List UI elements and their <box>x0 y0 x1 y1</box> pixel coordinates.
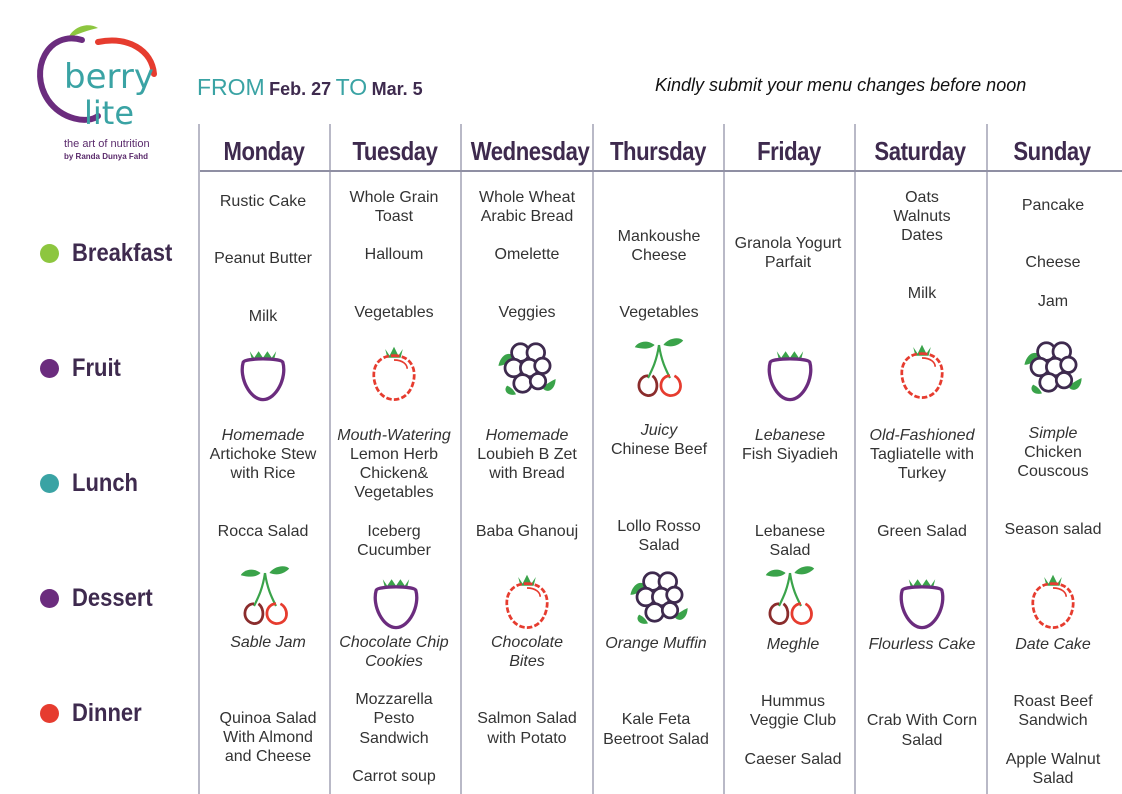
dessert-item: Date Cake <box>1015 636 1091 653</box>
menu-item: Cucumber <box>357 542 431 559</box>
menu-item: Quinoa Salad <box>219 710 317 727</box>
dessert-item: Flourless Cake <box>868 636 976 653</box>
category-label: Breakfast <box>72 239 173 267</box>
menu-item: Turkey <box>897 465 947 482</box>
menu-item: Salad <box>638 537 680 554</box>
header-divider <box>200 170 1122 172</box>
lunch-title: Old-Fashioned <box>869 427 975 444</box>
menu-item: Rocca Salad <box>217 523 309 540</box>
menu-item: Chicken& <box>359 465 429 482</box>
day-header-wednesday: Wednesday <box>470 136 590 166</box>
to-date: Mar. 5 <box>371 79 423 99</box>
menu-item: Vegetables <box>354 484 434 501</box>
menu-item: with Rice <box>230 465 296 482</box>
menu-item: Granola Yogurt <box>734 235 842 252</box>
category-dessert <box>40 584 164 613</box>
fig-icon <box>757 338 823 404</box>
menu-item: Veggies <box>498 304 556 321</box>
menu-item: Omelette <box>494 246 560 263</box>
blueberry-icon <box>626 564 692 630</box>
category-dinner <box>40 699 151 728</box>
logo-word-lite: lite <box>84 94 135 132</box>
logo-byline: by Randa Dunya Fahd <box>64 152 149 161</box>
dessert-item: Chocolate <box>490 634 564 651</box>
menu-item: Crab With Corn <box>866 712 978 729</box>
menu-item: Milk <box>248 308 278 325</box>
menu-item: Veggie Club <box>749 712 837 729</box>
day-header-sunday: Sunday <box>1013 136 1091 166</box>
from-label: FROM <box>197 74 265 100</box>
menu-item: Vegetables <box>354 304 434 321</box>
menu-item: Halloum <box>364 246 424 263</box>
category-label: Fruit <box>72 354 121 382</box>
menu-item: Lemon Herb <box>349 446 439 463</box>
menu-item: Beetroot Salad <box>603 731 709 748</box>
dinner-dot-icon <box>40 704 59 723</box>
logo-word-berry: berry <box>64 57 154 97</box>
lunch-title: Homemade <box>485 427 569 444</box>
menu-item: Dates <box>901 227 943 244</box>
date-range <box>197 74 423 100</box>
fig-icon <box>889 566 955 632</box>
menu-item: Apple Walnut <box>1005 751 1101 768</box>
blueberry-icon <box>494 335 560 401</box>
menu-item: Tagliatelle with <box>869 446 975 463</box>
menu-item: Carrot soup <box>352 768 436 785</box>
menu-item: Green Salad <box>877 523 967 540</box>
lunch-title: Mouth-Watering <box>337 427 451 444</box>
menu-item: Milk <box>907 285 937 302</box>
menu-item: Mozzarella <box>355 691 433 708</box>
day-header-thursday: Thursday <box>609 136 707 166</box>
menu-item: Pesto <box>373 710 415 727</box>
lunch-title: Juicy <box>640 422 678 439</box>
dessert-item: Meghle <box>766 636 820 653</box>
category-label: Lunch <box>72 469 138 497</box>
cherry-icon <box>232 562 298 628</box>
menu-item: Cheese <box>631 247 687 264</box>
menu-item: Walnuts <box>893 208 951 225</box>
fruit-dot-icon <box>40 359 59 378</box>
menu-item: Lollo Rosso <box>617 518 701 535</box>
raspberry-icon <box>494 566 560 632</box>
menu-item: Artichoke Stew <box>209 446 317 463</box>
lunch-title: Lebanese <box>754 427 826 444</box>
menu-item: with Bread <box>489 465 565 482</box>
breakfast-dot-icon <box>40 244 59 263</box>
menu-item: Arabic Bread <box>480 208 574 225</box>
dessert-item: Chocolate Chip <box>339 634 449 651</box>
menu-item: Rustic Cake <box>219 193 307 210</box>
menu-item: Parfait <box>764 254 812 271</box>
menu-item: Salad <box>1032 770 1074 787</box>
menu-item: Mankoushe <box>617 228 701 245</box>
logo-icon <box>28 20 168 150</box>
menu-item: Cheese <box>1025 254 1081 271</box>
day-header-friday: Friday <box>757 136 821 166</box>
menu-item: Oats <box>905 189 939 206</box>
day-header-tuesday: Tuesday <box>352 136 438 166</box>
menu-item: Peanut Butter <box>214 250 312 267</box>
category-label: Dessert <box>72 584 153 612</box>
dessert-item: Cookies <box>365 653 423 670</box>
menu-item: Season salad <box>1004 521 1102 538</box>
cherry-icon <box>757 562 823 628</box>
menu-item: Sandwich <box>359 730 429 747</box>
lunch-title: Simple <box>1028 425 1078 442</box>
menu-item: Lebanese <box>754 523 826 540</box>
fig-icon <box>230 338 296 404</box>
menu-item: Hummus <box>760 693 825 710</box>
menu-item: Chinese Beef <box>610 441 708 458</box>
dessert-item: Sable Jam <box>230 634 306 651</box>
menu-item: Caeser Salad <box>744 751 842 768</box>
logo-tagline: the art of nutrition <box>64 138 150 150</box>
menu-item: Salad <box>901 732 943 749</box>
to-label: TO <box>335 74 368 100</box>
raspberry-icon <box>889 336 955 402</box>
menu-item: Toast <box>374 208 414 225</box>
menu-item: Jam <box>1037 293 1069 310</box>
lunch-title: Homemade <box>221 427 305 444</box>
menu-item: Whole Grain <box>349 189 439 206</box>
menu-item: Iceberg <box>367 523 421 540</box>
menu-item: and Cheese <box>224 748 312 765</box>
menu-item: Sandwich <box>1018 712 1088 729</box>
dessert-item: Bites <box>509 653 545 670</box>
category-label: Dinner <box>72 699 142 727</box>
category-breakfast <box>40 239 186 268</box>
grid-divider <box>592 124 594 794</box>
dessert-dot-icon <box>40 589 59 608</box>
menu-item: Salmon Salad <box>477 710 577 727</box>
menu-item: Vegetables <box>619 304 699 321</box>
submission-note: Kindly submit your menu changes before noon <box>655 75 1027 95</box>
raspberry-icon <box>361 338 427 404</box>
menu-item: with Potato <box>487 730 567 747</box>
day-header-monday: Monday <box>223 136 305 166</box>
menu-item: With Almond <box>223 729 313 746</box>
category-fruit <box>40 354 128 383</box>
menu-item: Loubieh B Zet <box>477 446 577 463</box>
menu-item: Whole Wheat <box>478 189 576 206</box>
dessert-item: Orange Muffin <box>605 635 707 652</box>
menu-item: Baba Ghanouj <box>475 523 579 540</box>
raspberry-icon <box>1020 566 1086 632</box>
menu-item: Couscous <box>1017 463 1089 480</box>
category-lunch <box>40 469 147 498</box>
menu-item: Fish Siyadieh <box>741 446 839 463</box>
menu-item: Chicken <box>1024 444 1082 461</box>
menu-item: Pancake <box>1021 197 1085 214</box>
lunch-dot-icon <box>40 474 59 493</box>
menu-item: Salad <box>769 542 811 559</box>
menu-item: Roast Beef <box>1013 693 1093 710</box>
menu-item: Kale Feta <box>621 711 691 728</box>
day-header-saturday: Saturday <box>874 136 966 166</box>
from-date: Feb. 27 <box>269 79 332 99</box>
blueberry-icon <box>1020 334 1086 400</box>
fig-icon <box>363 566 429 632</box>
cherry-icon <box>626 334 692 400</box>
